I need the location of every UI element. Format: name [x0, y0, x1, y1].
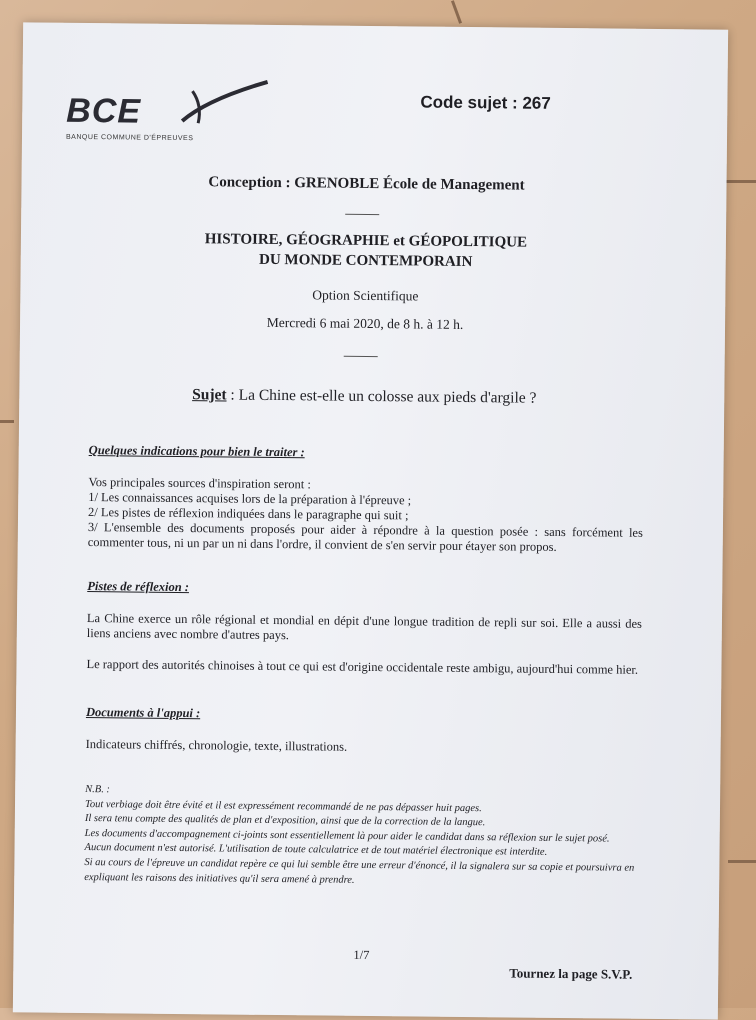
separator	[345, 214, 379, 215]
pistes-section	[86, 579, 642, 678]
indications-intro: Vos principales sources d'inspiration seront :	[88, 475, 311, 492]
sujet-line	[19, 384, 709, 409]
logo-subtitle: BANQUE COMMUNE D'ÉPREUVES	[65, 133, 194, 143]
indication-item: 1/ Les connaissances acquises lors de la préparation à l'épreuve ;	[88, 490, 412, 508]
title-line-2: DU MONDE CONTEMPORAIN	[258, 251, 473, 271]
pistes-heading: Pistes de réflexion :	[87, 579, 190, 595]
nb-label: N.B. :	[85, 784, 111, 796]
nb-line: Il sera tenu compte des qualités de plan et d'exposition, ainsi que de la correction de la langue.	[84, 813, 486, 829]
nb-line: Si au cours de l'épreuve un candidat repère ce qui lui semble être une erreur d'énoncé, il la signalera sur sa copie et poursuivra en expliquant les raisons des initiatives qu'il sera amené à prendre.	[84, 856, 635, 886]
page-number: 1/7	[353, 947, 370, 963]
tile-grout	[728, 860, 756, 863]
indications-section	[88, 443, 644, 556]
separator	[344, 356, 378, 357]
logo-swoosh-icon	[162, 79, 273, 130]
turn-page-note: Tournez la page S.V.P.	[509, 965, 633, 982]
nb-line: Aucun document n'est autorisé. L'utilisation de toute calculatrice et de tout matériel électronique est interdite.	[84, 842, 548, 859]
documents-text: Indicateurs chiffrés, chronologie, texte, illustrations.	[85, 737, 348, 754]
documents-section	[86, 705, 641, 758]
pistes-paragraph-1: La Chine exerce un rôle régional et mondial en dépit d'une longue tradition de repli sur soi. Elle a aussi des liens anciens avec nombre d'autres pays.	[86, 611, 643, 643]
nb-line: Tout verbiage doit être évité et il est expressément recommandé de ne pas dépasser huit pages.	[84, 798, 482, 814]
sujet-label: Sujet	[192, 386, 227, 404]
indications-heading: Quelques indications pour bien le traiter :	[88, 443, 305, 460]
code-sujet: Code sujet : 267	[420, 92, 551, 113]
bce-logo	[62, 78, 263, 150]
nb-section	[84, 783, 645, 891]
indication-item: 2/ Les pistes de réflexion indiquées dans le paragraphe qui suit ;	[88, 505, 409, 523]
documents-heading: Documents à l'appui :	[85, 705, 201, 721]
conception-line: Conception : GRENOBLE École de Management	[208, 174, 525, 194]
nb-line: Les documents d'accompagnement ci-joints sont essentiellement là pour aider le candidat dans sa réflexion sur le sujet posé.	[84, 827, 610, 845]
logo-text: BCE	[66, 91, 142, 131]
tile-grout	[451, 0, 462, 24]
exam-title	[21, 227, 711, 274]
tile-grout	[0, 420, 14, 423]
title-line-1: HISTOIRE, GÉOGRAPHIE et GÉOPOLITIQUE	[204, 231, 528, 251]
indication-item: 3/ L'ensemble des documents proposés pour aider à répondre à la question posée : sans forcément les commenter tous, ni un par un ni dans l'ordre, il convient de s'en servir pour étayer son propos.	[87, 520, 643, 554]
pistes-paragraph-2: Le rapport des autorités chinoises à tout ce qui est d'origine occidentale reste ambigu, aujourd'hui comme hier.	[86, 657, 639, 677]
option-line: Option Scientifique	[312, 287, 419, 304]
sujet-text: : La Chine est-elle un colosse aux pieds d'argile ?	[226, 386, 537, 407]
exam-sheet	[13, 22, 728, 1019]
date-line: Mercredi 6 mai 2020, de 8 h. à 12 h.	[266, 314, 464, 332]
